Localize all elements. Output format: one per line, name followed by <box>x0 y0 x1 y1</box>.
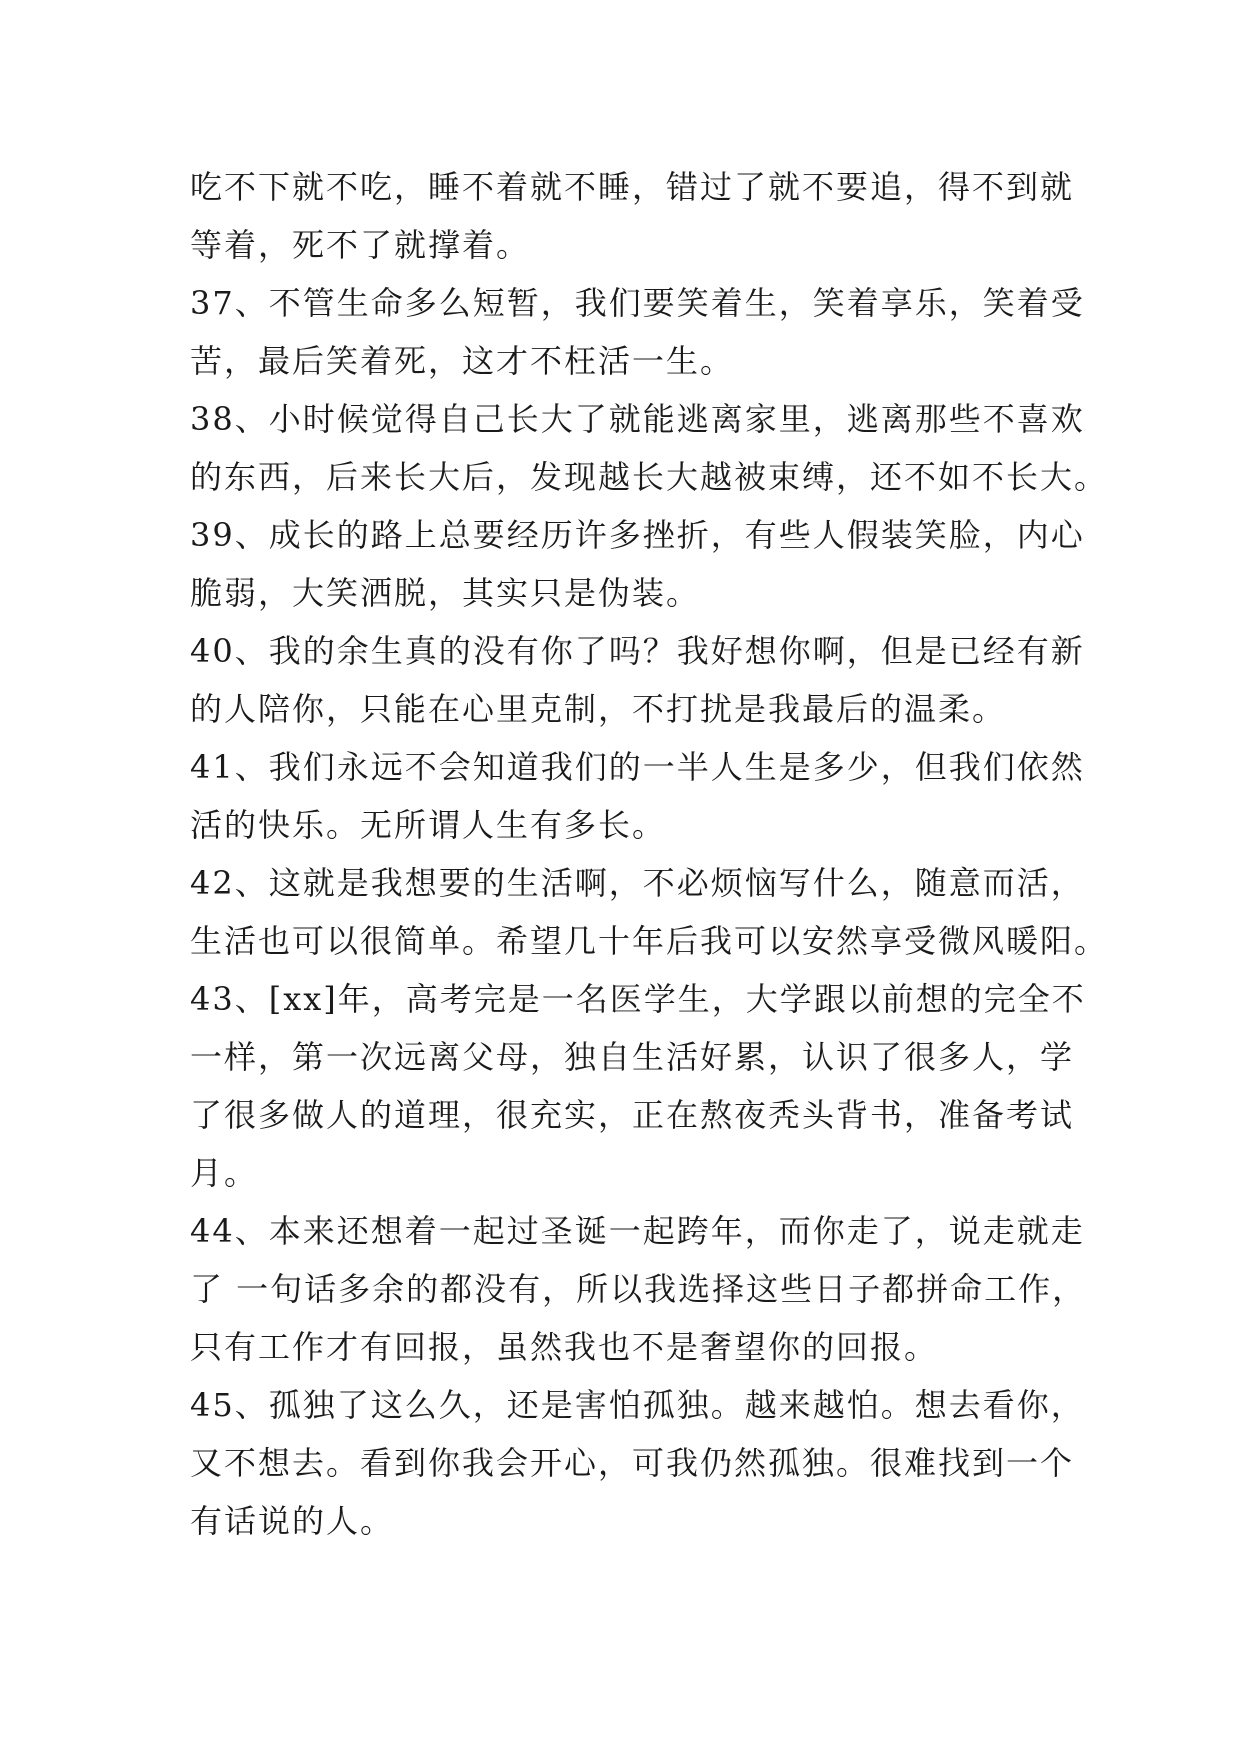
text-line: 的东西，后来长大后，发现越长大越被束缚，还不如不长大。 <box>190 458 1109 496</box>
text-line: 有话说的人。 <box>190 1502 395 1540</box>
text-line: 脆弱，大笑洒脱，其实只是伪装。 <box>190 574 701 612</box>
text-line: 一样，第一次远离父母，独自生活好累，认识了很多人，学 <box>190 1038 1075 1076</box>
text-line: 吃不下就不吃，睡不着就不睡，错过了就不要追，得不到就 <box>190 168 1075 206</box>
text-line: 又不想去。看到你我会开心，可我仍然孤独。很难找到一个 <box>190 1444 1075 1482</box>
text-line: 苦，最后笑着死，这才不枉活一生。 <box>190 342 735 380</box>
text-line: 38、小时候觉得自己长大了就能逃离家里，逃离那些不喜欢 <box>190 400 1085 438</box>
text-line: 42、这就是我想要的生活啊，不必烦恼写什么，随意而活， <box>190 864 1085 902</box>
text-line: 40、我的余生真的没有你了吗？我好想你啊，但是已经有新 <box>190 632 1085 670</box>
text-line: 月。 <box>190 1154 259 1192</box>
text-line: 活的快乐。无所谓人生有多长。 <box>190 806 667 844</box>
text-line: 39、成长的路上总要经历许多挫折，有些人假装笑脸，内心 <box>190 516 1085 554</box>
document-body <box>190 158 1109 1550</box>
text-line: 了很多做人的道理，很充实，正在熬夜秃头背书，准备考试 <box>190 1096 1075 1134</box>
text-line: 生活也可以很简单。希望几十年后我可以安然享受微风暖阳。 <box>190 922 1109 960</box>
text-line: 43、[xx]年，高考完是一名医学生，大学跟以前想的完全不 <box>190 980 1086 1018</box>
text-line: 44、本来还想着一起过圣诞一起跨年，而你走了，说走就走 <box>190 1212 1085 1250</box>
text-line: 37、不管生命多么短暂，我们要笑着生，笑着享乐，笑着受 <box>190 284 1085 322</box>
text-line: 只有工作才有回报，虽然我也不是奢望你的回报。 <box>190 1328 939 1366</box>
text-line: 等着，死不了就撑着。 <box>190 226 531 264</box>
text-line: 41、我们永远不会知道我们的一半人生是多少，但我们依然 <box>190 748 1085 786</box>
text-line: 了 一句话多余的都没有，所以我选择这些日子都拼命工作， <box>190 1270 1087 1308</box>
text-line: 45、孤独了这么久，还是害怕孤独。越来越怕。想去看你， <box>190 1386 1085 1424</box>
text-line: 的人陪你，只能在心里克制，不打扰是我最后的温柔。 <box>190 690 1007 728</box>
